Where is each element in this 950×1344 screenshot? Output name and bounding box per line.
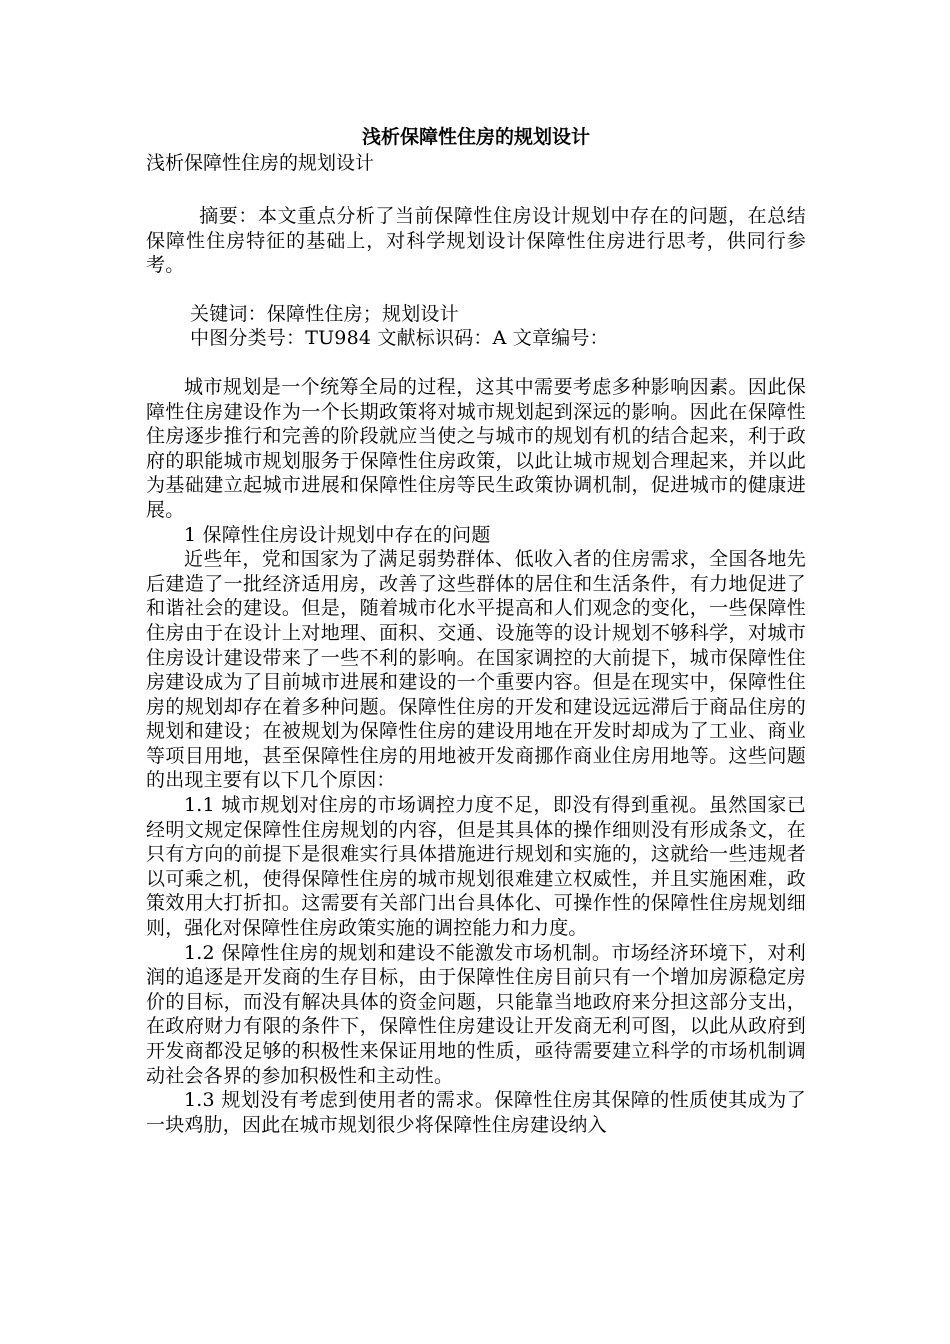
body-paragraph-1-1: 1.1 城市规划对住房的市场调控力度不足，即没有得到重视。虽然国家已经明文规定保障性住房规划的内容，但是其具体的操作细则没有形成条文，在只有方向的前提下是很难实行具体措施进行规划和实施的，这就给一些违规者以可乘之机，使得保障性住房的城市规划很难建立权威性，并且实施困难，政策效用大打折扣。这需要有关部门出台具体化、可操作性的保障性住房规划细则，强化对保障性住房政策实施的调控能力和力度。	[146, 794, 806, 940]
section-heading-1: 1 保障性住房设计规划中存在的问题	[184, 523, 491, 546]
spacer	[146, 351, 806, 375]
document-body	[146, 124, 806, 1137]
document-subtitle: 浅析保障性住房的规划设计	[146, 152, 375, 174]
keywords-line: 关键词：保障性住房；规划设计	[190, 302, 459, 325]
classification-line: 中图分类号：TU984 文献标识码：A 文章编号：	[190, 327, 609, 350]
body-paragraph-1-3: 1.3 规划没有考虑到使用者的需求。保障性住房其保障的性质使其成为了一块鸡肋，因此在城市规划很少将保障性住房建设纳入	[146, 1089, 806, 1136]
spacer	[146, 176, 806, 204]
document-title: 浅析保障性住房的规划设计	[361, 126, 590, 148]
body-paragraph-1: 近些年，党和国家为了满足弱势群体、低收入者的住房需求，全国各地先后建造了一批经济适用房，改善了这些群体的居住和生活条件，有力地促进了和谐社会的建设。但是，随着城市化水平提高和人们观念的变化，一些保障性住房由于在设计上对地理、面积、交通、设施等的设计规划不够科学，对城市住房设计建设带来了一些不利的影响。在国家调控的大前提下，城市保障性住房建设成为了目前城市进展和建设的一个重要内容。但是在现实中，保障性住房的规划却存在着多种问题。保障性住房的开发和建设远远滞后于商品住房的规划和建设；在被规划为保障性住房的建设用地在开发时却成为了工业、商业等项目用地，甚至保障性住房的用地被开发商挪作商业住房用地等。这些问题的出现主要有以下几个原因：	[146, 548, 806, 792]
abstract-paragraph: 摘要：本文重点分析了当前保障性住房设计规划中存在的问题，在总结保障性住房特征的基础上，对科学规划设计保障性住房进行思考，供同行参考。	[146, 205, 806, 277]
body-paragraph-intro: 城市规划是一个统筹全局的过程，这其中需要考虑多种影响因素。因此保障性住房建设作为一个长期政策将对城市规划起到深远的影响。因此在保障性住房逐步推行和完善的阶段就应当使之与城市的规划有机的结合起来，利于政府的职能城市规划服务于保障性住房政策，以此让城市规划合理起来，并以此为基础建立起城市进展和保障性住房等民生政策协调机制，促进城市的健康进展。	[146, 375, 806, 521]
body-paragraph-1-2: 1.2 保障性住房的规划和建设不能激发市场机制。市场经济环境下，对利润的追逐是开发商的生存目标，由于保障性住房目前只有一个增加房源稳定房价的目标，而没有解决具体的资金问题，只能靠当地政府来分担这部分支出，在政府财力有限的条件下，保障性住房建设让开发商无利可图，以此从政府到开发商都没足够的积极性来保证用地的性质，亟待需要建立科学的市场机制调动社会各界的参加积极性和主动性。	[146, 941, 806, 1087]
spacer	[146, 278, 806, 302]
